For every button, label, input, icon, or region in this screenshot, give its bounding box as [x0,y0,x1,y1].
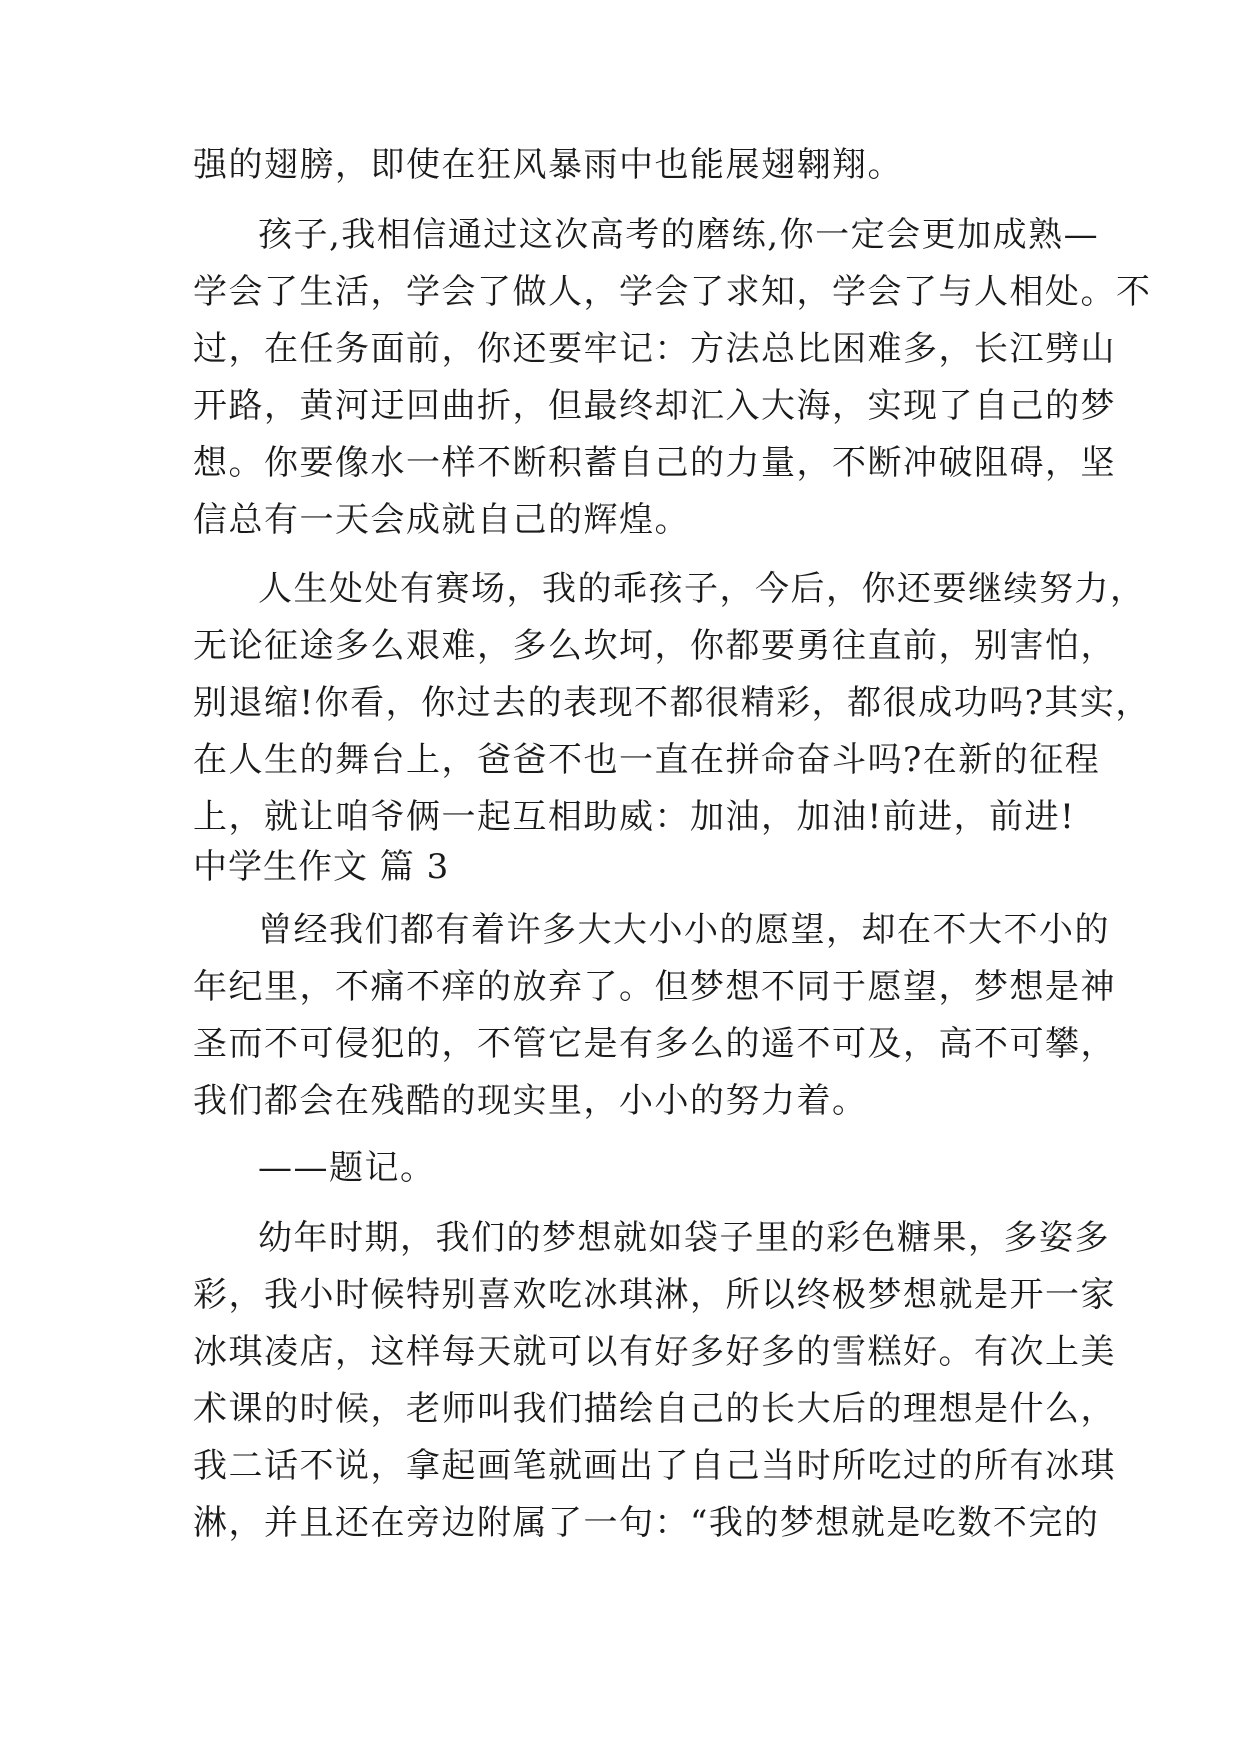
text-line: 在人生的舞台上，爸爸不也一直在拼命奋斗吗?在新的征程 [193,740,1101,780]
text-line: 人生处处有赛场，我的乖孩子，今后，你还要继续努力， [258,569,1146,609]
section-heading: 中学生作文 篇 3 [193,847,450,887]
text-line: 过，在任务面前，你还要牢记：方法总比困难多，长江劈山 [193,329,1116,369]
text-line: 幼年时期，我们的梦想就如袋子里的彩色糖果，多姿多 [258,1218,1110,1258]
text-line: 想。你要像水一样不断积蓄自己的力量，不断冲破阻碍，坚 [193,443,1116,483]
text-line: 信总有一天会成就自己的辉煌。 [193,500,690,540]
text-line: 淋，并且还在旁边附属了一句：“我的梦想就是吃数不完的 [193,1503,1100,1543]
text-line: 彩，我小时候特别喜欢吃冰琪淋，所以终极梦想就是开一家 [193,1275,1116,1315]
text-line: 强的翅膀，即使在狂风暴雨中也能展翅翱翔。 [193,145,903,185]
text-line: 我二话不说，拿起画笔就画出了自己当时所吃过的所有冰琪 [193,1446,1116,1486]
epigraph: ——题记。 [258,1148,436,1188]
text-line: 年纪里，不痛不痒的放弃了。但梦想不同于愿望，梦想是神 [193,967,1116,1007]
text-line: 上，就让咱爷俩一起互相助威：加油，加油!前进，前进! [193,797,1076,837]
text-line: 术课的时候，老师叫我们描绘自己的长大后的理想是什么， [193,1389,1116,1429]
text-line: 别退缩!你看，你过去的表现不都很精彩，都很成功吗?其实， [193,683,1151,723]
text-line: 圣而不可侵犯的，不管它是有多么的遥不可及，高不可攀， [193,1024,1116,1064]
text-line: 曾经我们都有着许多大大小小的愿望，却在不大不小的 [258,910,1110,950]
text-line: 我们都会在残酷的现实里，小小的努力着。 [193,1081,868,1121]
text-line: 无论征途多么艰难，多么坎坷，你都要勇往直前，别害怕， [193,626,1116,666]
text-line: 学会了生活，学会了做人，学会了求知，学会了与人相处。不 [193,272,1152,312]
text-line: 开路，黄河迂回曲折，但最终却汇入大海，实现了自己的梦 [193,386,1116,426]
text-line: 孩子,我相信通过这次高考的磨练,你一定会更加成熟— [258,215,1100,255]
text-line: 冰琪凌店，这样每天就可以有好多好多的雪糕好。有次上美 [193,1332,1116,1372]
